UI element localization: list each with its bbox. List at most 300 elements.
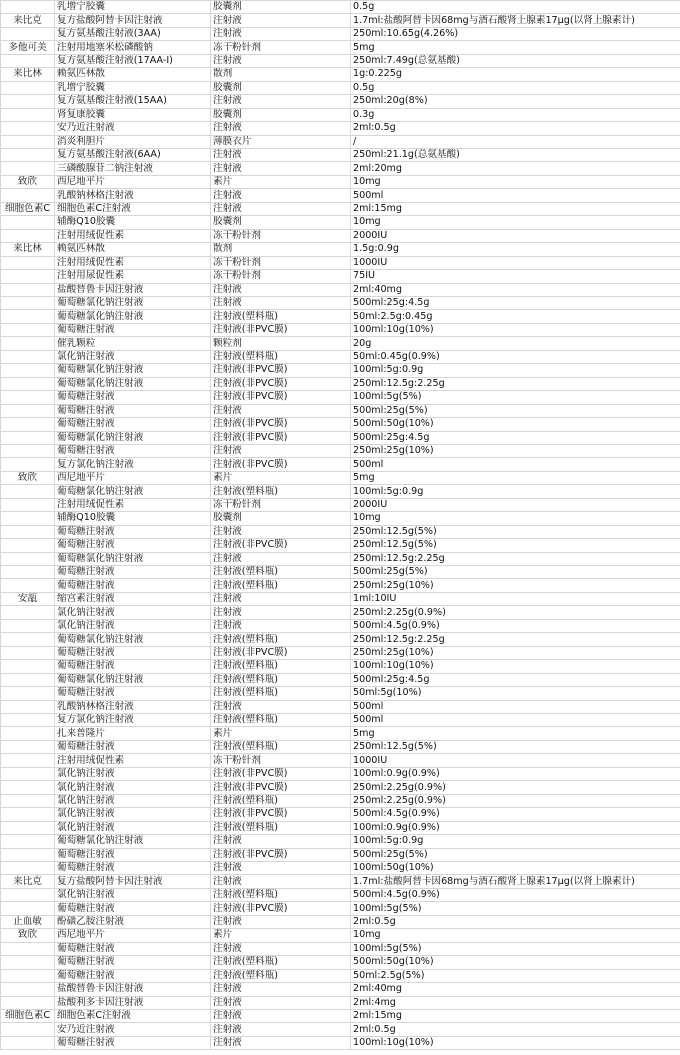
dosage-form-cell: 注射液(非PVC膜) [211, 377, 351, 390]
brand-cell: 致欣 [1, 471, 55, 484]
brand-cell [1, 646, 55, 659]
product-name-cell: 葡萄糖氯化钠注射液 [55, 431, 211, 444]
dosage-form-cell: 注射液 [211, 148, 351, 161]
brand-cell [1, 633, 55, 646]
dosage-form-cell: 素片 [211, 929, 351, 942]
specification-cell: 1.7ml:盐酸阿替卡因68mg与酒石酸肾上腺素17μg(以肾上腺素计) [351, 875, 680, 888]
specification-cell: 10mg [351, 175, 680, 188]
table-row [1, 539, 680, 552]
product-name-cell: 盐酸利多卡因注射液 [55, 996, 211, 1009]
brand-cell [1, 566, 55, 579]
table-row [1, 1036, 680, 1049]
specification-cell: 2ml:0.5g [351, 122, 680, 135]
product-name-cell: 葡萄糖氯化钠注射液 [55, 633, 211, 646]
specification-cell: 1.7ml:盐酸阿替卡因68mg与酒石酸肾上腺素17μg(以肾上腺素计) [351, 14, 680, 27]
table-row [1, 283, 680, 296]
brand-cell [1, 862, 55, 875]
dosage-form-cell: 注射液 [211, 162, 351, 175]
product-name-cell: 注射用尿促性素 [55, 270, 211, 283]
product-name-cell: 葡萄糖注射液 [55, 942, 211, 955]
brand-cell [1, 444, 55, 457]
specification-cell: 100ml:5g:0.9g [351, 485, 680, 498]
specification-cell: 250ml:10.65g(4.26%) [351, 27, 680, 40]
dosage-form-cell: 注射液 [211, 404, 351, 417]
dosage-form-cell: 注射液 [211, 54, 351, 67]
table-row [1, 471, 680, 484]
specification-cell: 500ml [351, 700, 680, 713]
specification-cell: 250ml:25g(10%) [351, 579, 680, 592]
table-row [1, 202, 680, 215]
dosage-form-cell: 注射液 [211, 525, 351, 538]
brand-cell [1, 95, 55, 108]
specification-cell: 2ml:20mg [351, 162, 680, 175]
specification-cell: 250ml:7.49g(总氨基酸) [351, 54, 680, 67]
table-row [1, 108, 680, 121]
specification-cell: 2ml:4mg [351, 996, 680, 1009]
table-row [1, 404, 680, 417]
product-name-cell: 复方氨基酸注射液(3AA) [55, 27, 211, 40]
product-name-cell: 葡萄糖注射液 [55, 862, 211, 875]
specification-cell: 50ml:5g(10%) [351, 687, 680, 700]
product-name-cell: 葡萄糖注射液 [55, 391, 211, 404]
dosage-form-cell: 冻干粉针剂 [211, 229, 351, 242]
brand-cell [1, 81, 55, 94]
specification-cell: 500ml:25g(5%) [351, 404, 680, 417]
brand-cell [1, 323, 55, 336]
brand-cell [1, 216, 55, 229]
brand-cell [1, 956, 55, 969]
product-name-cell: 催乳颗粒 [55, 337, 211, 350]
dosage-form-cell: 注射液 [211, 592, 351, 605]
dosage-form-cell: 注射液 [211, 983, 351, 996]
specification-cell: 100ml:10g(10%) [351, 1036, 680, 1049]
specification-cell: 1000IU [351, 256, 680, 269]
dosage-form-cell: 注射液(非PVC膜) [211, 781, 351, 794]
specification-cell: 500ml [351, 189, 680, 202]
dosage-form-cell: 注射液 [211, 835, 351, 848]
specification-cell: 1ml:10IU [351, 592, 680, 605]
product-name-cell: 西尼地平片 [55, 175, 211, 188]
brand-cell: 来比克 [1, 875, 55, 888]
dosage-form-cell: 素片 [211, 471, 351, 484]
product-name-cell: 西尼地平片 [55, 929, 211, 942]
dosage-form-cell: 注射液(非PVC膜) [211, 767, 351, 780]
dosage-form-cell: 注射液 [211, 1009, 351, 1022]
product-name-cell: 葡萄糖氯化钠注射液 [55, 296, 211, 309]
brand-cell [1, 552, 55, 565]
dosage-form-cell: 注射液(塑料瓶) [211, 485, 351, 498]
product-name-cell: 乳酸钠林格注射液 [55, 189, 211, 202]
brand-cell [1, 189, 55, 202]
product-name-cell: 赖氨匹林散 [55, 68, 211, 81]
product-name-cell: 注射用地塞米松磷酸钠 [55, 41, 211, 54]
specification-cell: 100ml:50g(10%) [351, 862, 680, 875]
dosage-form-cell: 注射液(塑料瓶) [211, 969, 351, 982]
specification-cell: 500ml:25g:4.5g [351, 673, 680, 686]
product-name-cell: 葡萄糖注射液 [55, 539, 211, 552]
table-row [1, 175, 680, 188]
specification-cell: 100ml:10g(10%) [351, 323, 680, 336]
product-name-cell: 复方氨基酸注射液(15AA) [55, 95, 211, 108]
brand-cell: 来比林 [1, 68, 55, 81]
brand-cell [1, 983, 55, 996]
table-row [1, 1023, 680, 1036]
table-row [1, 633, 680, 646]
specification-cell: 0.3g [351, 108, 680, 121]
product-name-cell: 复方氨基酸注射液(17AA-I) [55, 54, 211, 67]
product-name-cell: 肾复康胶囊 [55, 108, 211, 121]
dosage-form-cell: 散剂 [211, 68, 351, 81]
specification-cell: 50ml:0.45g(0.9%) [351, 350, 680, 363]
product-name-cell: 盐酸替鲁卡因注射液 [55, 283, 211, 296]
dosage-form-cell: 注射液(非PVC膜) [211, 458, 351, 471]
table-row [1, 485, 680, 498]
table-row [1, 848, 680, 861]
brand-cell: 多他可美 [1, 41, 55, 54]
specification-cell: 5mg [351, 727, 680, 740]
dosage-form-cell: 注射液 [211, 606, 351, 619]
product-name-cell: 氯化钠注射液 [55, 794, 211, 807]
product-name-cell: 细胞色素C注射液 [55, 202, 211, 215]
table-row [1, 512, 680, 525]
brand-cell [1, 1, 55, 14]
dosage-form-cell: 冻干粉针剂 [211, 754, 351, 767]
product-name-cell: 葡萄糖注射液 [55, 646, 211, 659]
brand-cell [1, 256, 55, 269]
specification-cell: 500ml:25g(5%) [351, 566, 680, 579]
dosage-form-cell: 冻干粉针剂 [211, 498, 351, 511]
brand-cell [1, 1036, 55, 1049]
dosage-form-cell: 注射液 [211, 1023, 351, 1036]
brand-cell [1, 135, 55, 148]
brand-cell [1, 108, 55, 121]
brand-cell [1, 767, 55, 780]
specification-cell: 2000IU [351, 229, 680, 242]
table-row [1, 216, 680, 229]
brand-cell [1, 162, 55, 175]
specification-cell: 500ml [351, 458, 680, 471]
specification-cell: 250ml:21.1g(总氨基酸) [351, 148, 680, 161]
brand-cell [1, 310, 55, 323]
brand-cell [1, 888, 55, 901]
brand-cell [1, 431, 55, 444]
product-name-cell: 葡萄糖氯化钠注射液 [55, 835, 211, 848]
brand-cell [1, 512, 55, 525]
dosage-form-cell: 素片 [211, 727, 351, 740]
table-row [1, 256, 680, 269]
brand-cell: 安瓿 [1, 592, 55, 605]
product-name-cell: 乳增宁胶囊 [55, 81, 211, 94]
brand-cell [1, 754, 55, 767]
specification-cell: 500ml:4.5g(0.9%) [351, 619, 680, 632]
product-name-cell: 葡萄糖注射液 [55, 969, 211, 982]
brand-cell [1, 687, 55, 700]
specification-cell: 10mg [351, 929, 680, 942]
table-row [1, 81, 680, 94]
dosage-form-cell: 注射液(塑料瓶) [211, 794, 351, 807]
table-row [1, 969, 680, 982]
product-name-cell: 氯化钠注射液 [55, 767, 211, 780]
table-row [1, 350, 680, 363]
product-name-cell: 葡萄糖氯化钠注射液 [55, 310, 211, 323]
specification-cell: 5mg [351, 41, 680, 54]
table-row [1, 296, 680, 309]
table-row [1, 391, 680, 404]
specification-cell: 100ml:0.9g(0.9%) [351, 767, 680, 780]
product-name-cell: 辅酶Q10胶囊 [55, 512, 211, 525]
brand-cell: 致欣 [1, 175, 55, 188]
table-row [1, 54, 680, 67]
specification-cell: 500ml:50g(10%) [351, 956, 680, 969]
table-row [1, 592, 680, 605]
brand-cell [1, 714, 55, 727]
brand-cell [1, 660, 55, 673]
dosage-form-cell: 素片 [211, 175, 351, 188]
product-name-cell: 注射用绒促性素 [55, 256, 211, 269]
product-name-cell: 扎来普隆片 [55, 727, 211, 740]
specification-cell: 2ml:15mg [351, 202, 680, 215]
table-row [1, 418, 680, 431]
brand-cell [1, 364, 55, 377]
table-row [1, 673, 680, 686]
table-row [1, 337, 680, 350]
specification-cell: 500ml:25g:4.5g [351, 296, 680, 309]
brand-cell [1, 808, 55, 821]
table-row [1, 229, 680, 242]
product-name-cell: 盐酸替鲁卡因注射液 [55, 983, 211, 996]
brand-cell [1, 283, 55, 296]
specification-cell: 250ml:20g(8%) [351, 95, 680, 108]
table-row [1, 122, 680, 135]
dosage-form-cell: 注射液(塑料瓶) [211, 310, 351, 323]
product-name-cell: 注射用绒促性素 [55, 229, 211, 242]
product-name-cell: 注射用绒促性素 [55, 754, 211, 767]
specification-cell: 500ml:4.5g(0.9%) [351, 808, 680, 821]
table-row [1, 68, 680, 81]
brand-cell [1, 606, 55, 619]
brand-cell [1, 673, 55, 686]
product-name-cell: 三磷酸腺苷二钠注射液 [55, 162, 211, 175]
dosage-form-cell: 注射液(塑料瓶) [211, 687, 351, 700]
table-row [1, 754, 680, 767]
dosage-form-cell: 注射液(塑料瓶) [211, 633, 351, 646]
product-name-cell: 安乃近注射液 [55, 122, 211, 135]
product-name-cell: 氯化钠注射液 [55, 808, 211, 821]
table-row [1, 606, 680, 619]
product-name-cell: 葡萄糖氯化钠注射液 [55, 364, 211, 377]
product-name-cell: 氯化钠注射液 [55, 619, 211, 632]
table-row [1, 162, 680, 175]
specification-cell: 500ml:4.5g(0.9%) [351, 888, 680, 901]
table-row [1, 148, 680, 161]
table-row [1, 942, 680, 955]
product-name-cell: 葡萄糖注射液 [55, 740, 211, 753]
specification-cell: 10mg [351, 512, 680, 525]
specification-cell: 50ml:2.5g(5%) [351, 969, 680, 982]
product-name-cell: 葡萄糖注射液 [55, 660, 211, 673]
specification-cell: 5mg [351, 471, 680, 484]
dosage-form-cell: 注射液 [211, 189, 351, 202]
brand-cell [1, 270, 55, 283]
table-row [1, 27, 680, 40]
table-row [1, 875, 680, 888]
product-name-cell: 氯化钠注射液 [55, 821, 211, 834]
specification-cell: 250ml:25g(10%) [351, 444, 680, 457]
brand-cell [1, 337, 55, 350]
specification-cell: 250ml:12.5g:2.25g [351, 633, 680, 646]
dosage-form-cell: 注射液 [211, 875, 351, 888]
table-row [1, 646, 680, 659]
dosage-form-cell: 注射液(非PVC膜) [211, 364, 351, 377]
table-row [1, 444, 680, 457]
product-name-cell: 缩宫素注射液 [55, 592, 211, 605]
specification-cell: 250ml:12.5g:2.25g [351, 552, 680, 565]
product-name-cell: 细胞色素C注射液 [55, 1009, 211, 1022]
specification-cell: 1g:0.225g [351, 68, 680, 81]
table-row [1, 983, 680, 996]
table-row [1, 794, 680, 807]
specification-cell: 250ml:12.5g:2.25g [351, 377, 680, 390]
dosage-form-cell: 注射液 [211, 122, 351, 135]
brand-cell: 来比克 [1, 14, 55, 27]
brand-cell [1, 350, 55, 363]
table-row [1, 498, 680, 511]
dosage-form-cell: 注射液(塑料瓶) [211, 956, 351, 969]
table-row [1, 243, 680, 256]
specification-cell: 100ml:5g:0.9g [351, 364, 680, 377]
brand-cell [1, 418, 55, 431]
dosage-form-cell: 冻干粉针剂 [211, 256, 351, 269]
product-name-cell: 复方盐酸阿替卡因注射液 [55, 875, 211, 888]
brand-cell [1, 391, 55, 404]
product-name-cell: 安乃近注射液 [55, 1023, 211, 1036]
table-row [1, 808, 680, 821]
brand-cell [1, 122, 55, 135]
dosage-form-cell: 薄膜衣片 [211, 135, 351, 148]
dosage-form-cell: 注射液 [211, 619, 351, 632]
specification-cell: 250ml:2.25g(0.9%) [351, 781, 680, 794]
specification-cell: 1.5g:0.9g [351, 243, 680, 256]
product-name-cell: 酚磺乙胺注射液 [55, 915, 211, 928]
table-row [1, 700, 680, 713]
specification-cell: 100ml:10g(10%) [351, 660, 680, 673]
dosage-form-cell: 注射液 [211, 942, 351, 955]
brand-cell [1, 996, 55, 1009]
table-row [1, 566, 680, 579]
specification-cell: 250ml:12.5g(5%) [351, 740, 680, 753]
product-name-cell: 葡萄糖注射液 [55, 444, 211, 457]
dosage-form-cell: 注射液 [211, 14, 351, 27]
brand-cell [1, 781, 55, 794]
product-name-cell: 葡萄糖注射液 [55, 323, 211, 336]
brand-cell [1, 740, 55, 753]
dosage-form-cell: 注射液(塑料瓶) [211, 821, 351, 834]
table-row [1, 1, 680, 14]
table-row [1, 310, 680, 323]
brand-cell [1, 727, 55, 740]
brand-cell [1, 485, 55, 498]
product-name-cell: 葡萄糖注射液 [55, 566, 211, 579]
brand-cell: 来比林 [1, 243, 55, 256]
product-name-cell: 赖氨匹林散 [55, 243, 211, 256]
table-row [1, 835, 680, 848]
dosage-form-cell: 注射液(塑料瓶) [211, 660, 351, 673]
brand-cell [1, 902, 55, 915]
table-row [1, 862, 680, 875]
dosage-form-cell: 注射液(非PVC膜) [211, 808, 351, 821]
table-body [1, 1, 680, 1050]
dosage-form-cell: 注射液 [211, 996, 351, 1009]
specification-cell: 250ml:12.5g(5%) [351, 525, 680, 538]
brand-cell [1, 579, 55, 592]
table-row [1, 323, 680, 336]
specification-cell: 250ml:12.5g(5%) [351, 539, 680, 552]
product-name-cell: 氯化钠注射液 [55, 888, 211, 901]
specification-cell: 2ml:40mg [351, 283, 680, 296]
dosage-form-cell: 注射液(非PVC膜) [211, 646, 351, 659]
dosage-form-cell: 注射液 [211, 552, 351, 565]
table-row [1, 781, 680, 794]
dosage-form-cell: 胶囊剂 [211, 512, 351, 525]
table-row [1, 619, 680, 632]
table-row [1, 525, 680, 538]
dosage-form-cell: 胶囊剂 [211, 1, 351, 14]
specification-cell: 500ml:25g(5%) [351, 848, 680, 861]
specification-cell: 2000IU [351, 498, 680, 511]
table-row [1, 714, 680, 727]
specification-cell: 20g [351, 337, 680, 350]
brand-cell [1, 619, 55, 632]
dosage-form-cell: 注射液(非PVC膜) [211, 848, 351, 861]
specification-cell: 50ml:2.5g:0.45g [351, 310, 680, 323]
table-row [1, 135, 680, 148]
brand-cell [1, 27, 55, 40]
brand-cell: 致欣 [1, 929, 55, 942]
table-row [1, 364, 680, 377]
brand-cell [1, 404, 55, 417]
table-row [1, 270, 680, 283]
table-row [1, 902, 680, 915]
brand-cell: 细胞色素C [1, 1009, 55, 1022]
dosage-form-cell: 注射液(塑料瓶) [211, 350, 351, 363]
table-row [1, 14, 680, 27]
dosage-form-cell: 注射液(塑料瓶) [211, 566, 351, 579]
product-name-cell: 葡萄糖注射液 [55, 579, 211, 592]
dosage-form-cell: 胶囊剂 [211, 108, 351, 121]
specification-cell: 250ml:2.25g(0.9%) [351, 606, 680, 619]
specification-cell: 10mg [351, 216, 680, 229]
table-row [1, 579, 680, 592]
brand-cell [1, 54, 55, 67]
specification-cell: 100ml:5g:0.9g [351, 835, 680, 848]
specification-cell: 1000IU [351, 754, 680, 767]
dosage-form-cell: 注射液 [211, 862, 351, 875]
table-row [1, 458, 680, 471]
dosage-form-cell: 注射液 [211, 95, 351, 108]
brand-cell: 细胞色素C [1, 202, 55, 215]
brand-cell [1, 458, 55, 471]
table-row [1, 727, 680, 740]
table-row [1, 431, 680, 444]
dosage-form-cell: 注射液 [211, 296, 351, 309]
brand-cell [1, 377, 55, 390]
specification-cell: 250ml:25g(10%) [351, 646, 680, 659]
dosage-form-cell: 注射液(非PVC膜) [211, 323, 351, 336]
specification-cell: 100ml:5g(5%) [351, 391, 680, 404]
table-row [1, 660, 680, 673]
dosage-form-cell: 注射液(非PVC膜) [211, 539, 351, 552]
product-name-cell: 复方盐酸阿替卡因注射液 [55, 14, 211, 27]
